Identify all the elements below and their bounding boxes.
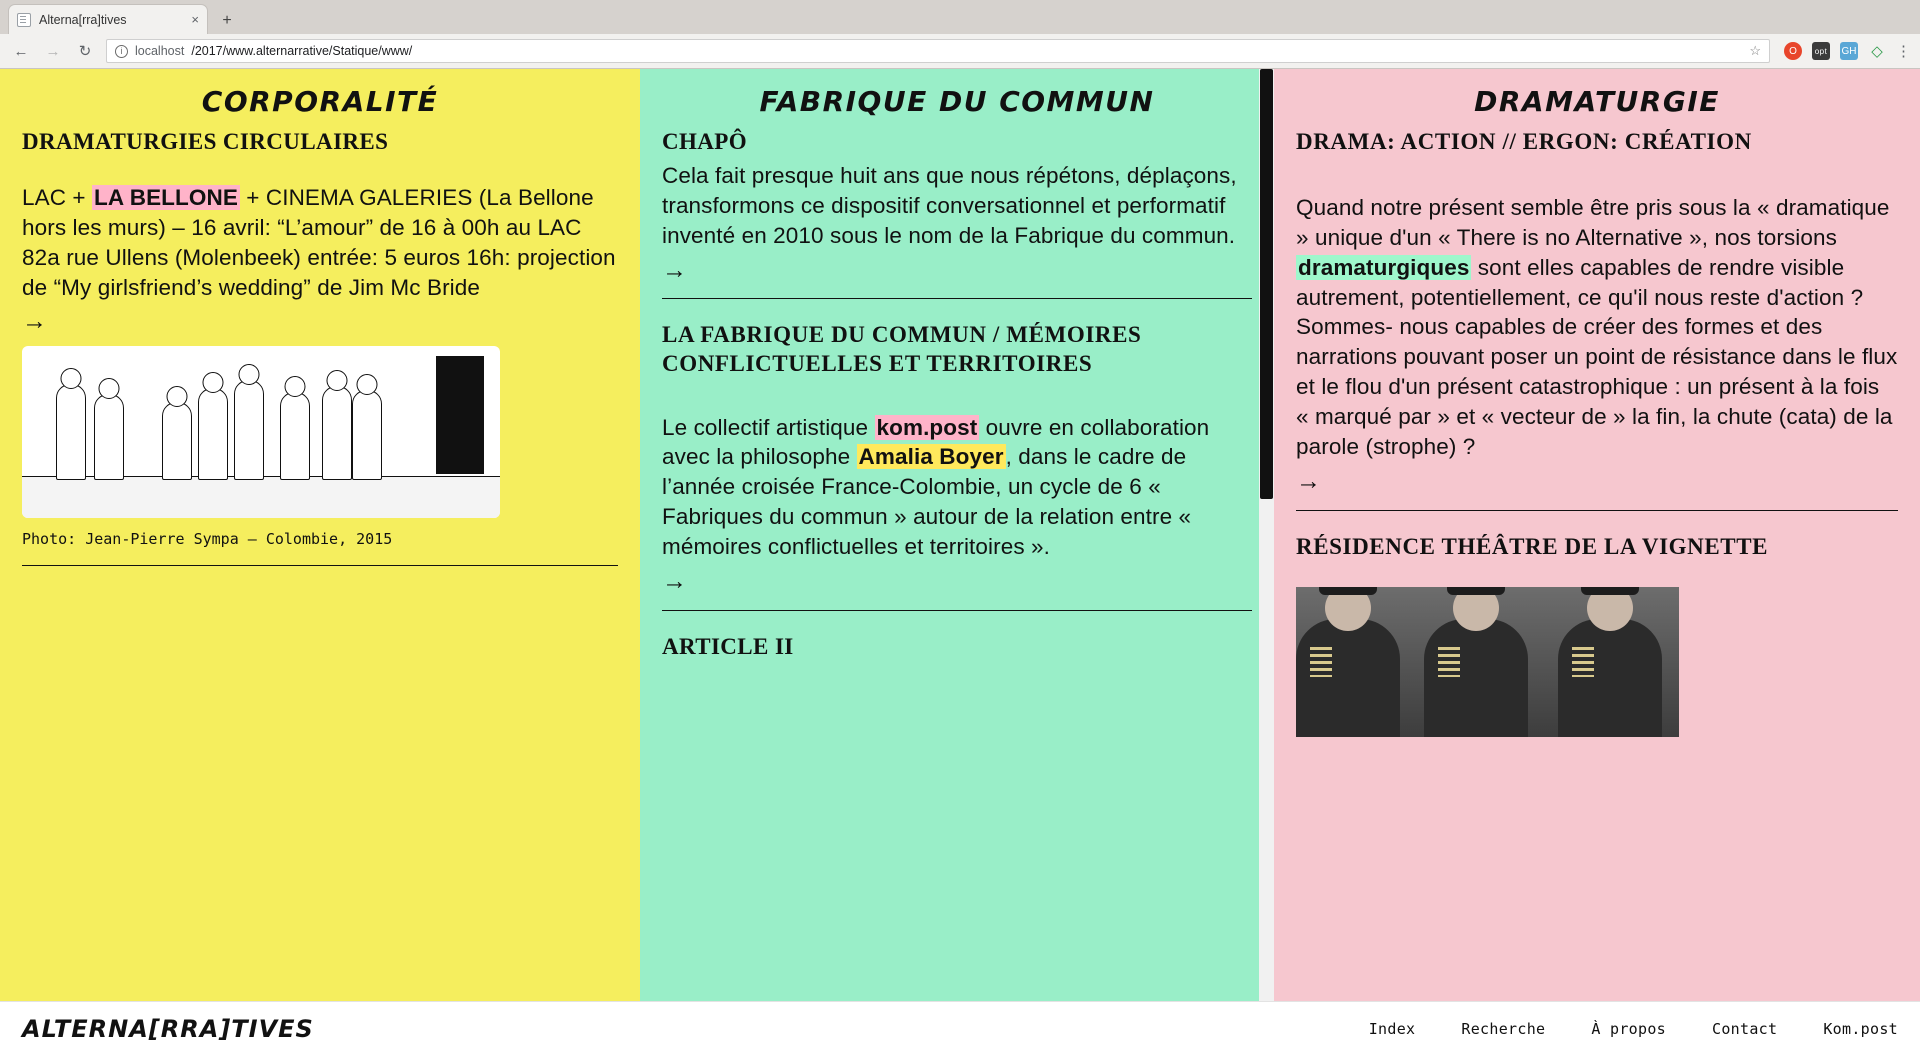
dramaturgie-highlight: dramaturgiques (1298, 254, 1470, 280)
tab-title: Alterna[rra]tives (39, 12, 127, 27)
photo-figure (162, 402, 192, 480)
three-column-layout (0, 69, 1920, 1001)
dramaturgie-text-b: sont elles capables de rendre visible autrement, potentiellement, ce qu'il nous reste d'action ? Sommes- nous capables de créer des formes et des narrations pouvant poser un point de résistance dans le flux et le flou d'un présent catastrophique : un présent à la fois « marqué par » et « vecteur de » la fin, la chute (cata) de la parole (strophe) ? (1296, 254, 1898, 460)
photo-figure (1296, 619, 1400, 737)
footer-link-kompost[interactable]: Kom.post (1823, 1020, 1898, 1038)
dramaturgie-paragraph (1296, 193, 1898, 462)
page-content (0, 69, 1920, 1056)
browser-menu-icon[interactable]: ⋮ (1896, 43, 1912, 60)
divider (22, 565, 618, 566)
photo-figure (352, 390, 382, 480)
photo-figure (280, 392, 310, 480)
section-heading-residence: RÉSIDENCE THÉÂTRE DE LA VIGNETTE (1296, 533, 1769, 559)
photo-black-panel (436, 356, 484, 474)
photo-medals (1310, 647, 1332, 677)
fabrique-paragraph (662, 413, 1252, 563)
read-more-arrow-chapo[interactable]: → (662, 255, 687, 284)
section-heading-chapo: CHAPÔ (662, 129, 748, 154)
corporalite-text-pre: LAC + (22, 184, 93, 210)
url-host: localhost (135, 44, 185, 58)
photo-figure (94, 394, 124, 480)
column-fabrique-du-commun (640, 69, 1274, 1001)
close-icon[interactable]: × (191, 12, 199, 27)
url-path: /2017/www.alternarrative/Statique/www/ (191, 44, 413, 58)
fabrique-text-b: ouvre en collaboration avec la philosophe (662, 414, 1210, 470)
column-title-fabrique: FABRIQUE DU COMMUN (759, 85, 1155, 118)
browser-toolbar (0, 34, 1920, 69)
read-more-arrow-corporalite[interactable]: → (22, 307, 47, 336)
footer-link-a-propos[interactable]: À propos (1591, 1020, 1667, 1038)
photo-floor-line (22, 476, 500, 518)
section-heading-drama-ergon: DRAMA: ACTION // ERGON: CRÉATION (1296, 129, 1752, 154)
back-icon[interactable]: ← (13, 42, 29, 60)
footer-link-recherche[interactable]: Recherche (1461, 1020, 1546, 1038)
photo-figure (234, 380, 264, 480)
tab-strip (0, 0, 1920, 34)
footer-navigation (1369, 1020, 1898, 1038)
section-heading-article-ii: ARTICLE II (662, 633, 794, 659)
photo-figure (56, 384, 86, 480)
column-corporalite (0, 69, 640, 1001)
browser-tab[interactable] (8, 4, 208, 34)
ghostery-extension-icon[interactable]: GH (1840, 42, 1858, 60)
corporalite-highlight: LA BELLONE (94, 184, 238, 210)
photo-figure (198, 388, 228, 480)
fabrique-text-a: Le collectif artistique (662, 414, 875, 440)
photo-officiers-dramaturgie (1296, 587, 1679, 737)
forward-icon[interactable]: → (45, 42, 61, 60)
read-more-arrow-dramaturgie[interactable]: → (1296, 467, 1321, 496)
photo-figure (1424, 619, 1528, 737)
read-more-arrow-fabrique[interactable]: → (662, 567, 687, 596)
opera-extension-icon[interactable]: O (1784, 42, 1802, 60)
reload-icon[interactable]: ↻ (78, 43, 92, 60)
dramaturgie-text-a: Quand notre présent semble être pris sous la « dramatique » unique d'un « There is no Alternative », nos torsions (1296, 194, 1890, 250)
section-heading-dramaturgies-circulaires: DRAMATURGIES CIRCULAIRES (22, 129, 389, 154)
column-title-dramaturgie: DRAMATURGIE (1474, 85, 1720, 118)
corporalite-paragraph (22, 183, 618, 303)
address-bar[interactable] (106, 39, 1770, 63)
photo-groupe-corporalite (22, 346, 500, 518)
photo-figure (322, 386, 352, 480)
fabrique-highlight-kompost: kom.post (876, 414, 978, 440)
divider (662, 298, 1252, 299)
divider (1296, 510, 1898, 511)
photo-figure (1558, 619, 1662, 737)
fabrique-highlight-amalia-boyer: Amalia Boyer (858, 444, 1004, 470)
divider (662, 610, 1252, 611)
scrollbar-track[interactable] (1259, 69, 1274, 1001)
screenshot-extension-icon[interactable]: opt (1812, 42, 1830, 60)
footer-link-index[interactable]: Index (1368, 1020, 1416, 1038)
scrollbar-thumb[interactable] (1260, 69, 1273, 499)
shield-extension-icon[interactable]: ◇ (1871, 43, 1883, 60)
bookmark-star-icon[interactable]: ☆ (1749, 43, 1761, 58)
column-title-corporalite: CORPORALITÉ (201, 85, 439, 118)
column-dramaturgie (1274, 69, 1920, 1001)
document-icon (17, 13, 31, 27)
extension-bar (1780, 42, 1910, 60)
section-heading-memoires: LA FABRIQUE DU COMMUN / MÉMOIRES CONFLICTUELLES ET TERRITOIRES (662, 322, 1142, 376)
chapo-paragraph: Cela fait presque huit ans que nous répétons, déplaçons, transformons ce dispositif conversationnel et performatif inventé en 2010 sous le nom de la Fabrique du commun. (662, 162, 1237, 248)
corporalite-text-post: + CINEMA GALERIES (La Bellone hors les murs) – 16 avril: “L’amour” de 16 à 00h au LAC 82a rue Ullens (Molenbeek) entrée: 5 euros 16h: projection de “My girlsfriend’s wedding” de Jim Mc Bride (22, 184, 616, 300)
fabrique-text-c: , dans le cadre de l’année croisée France-Colombie, un cycle de 6 « Fabriques du commun » autour de la relation entre « mémoires conflictuelles et territoires ». (662, 444, 1192, 560)
new-tab-button[interactable]: + (222, 12, 232, 29)
site-footer (0, 1001, 1920, 1056)
site-info-icon[interactable]: i (115, 45, 128, 58)
photo-medals (1572, 647, 1594, 677)
site-brand[interactable]: ALTERNA[RRA]TIVES (22, 1015, 314, 1043)
photo-medals (1438, 647, 1460, 677)
footer-link-contact[interactable]: Contact (1712, 1020, 1778, 1038)
photo-caption-corporalite: Photo: Jean-Pierre Sympa — Colombie, 2015 (22, 529, 393, 548)
